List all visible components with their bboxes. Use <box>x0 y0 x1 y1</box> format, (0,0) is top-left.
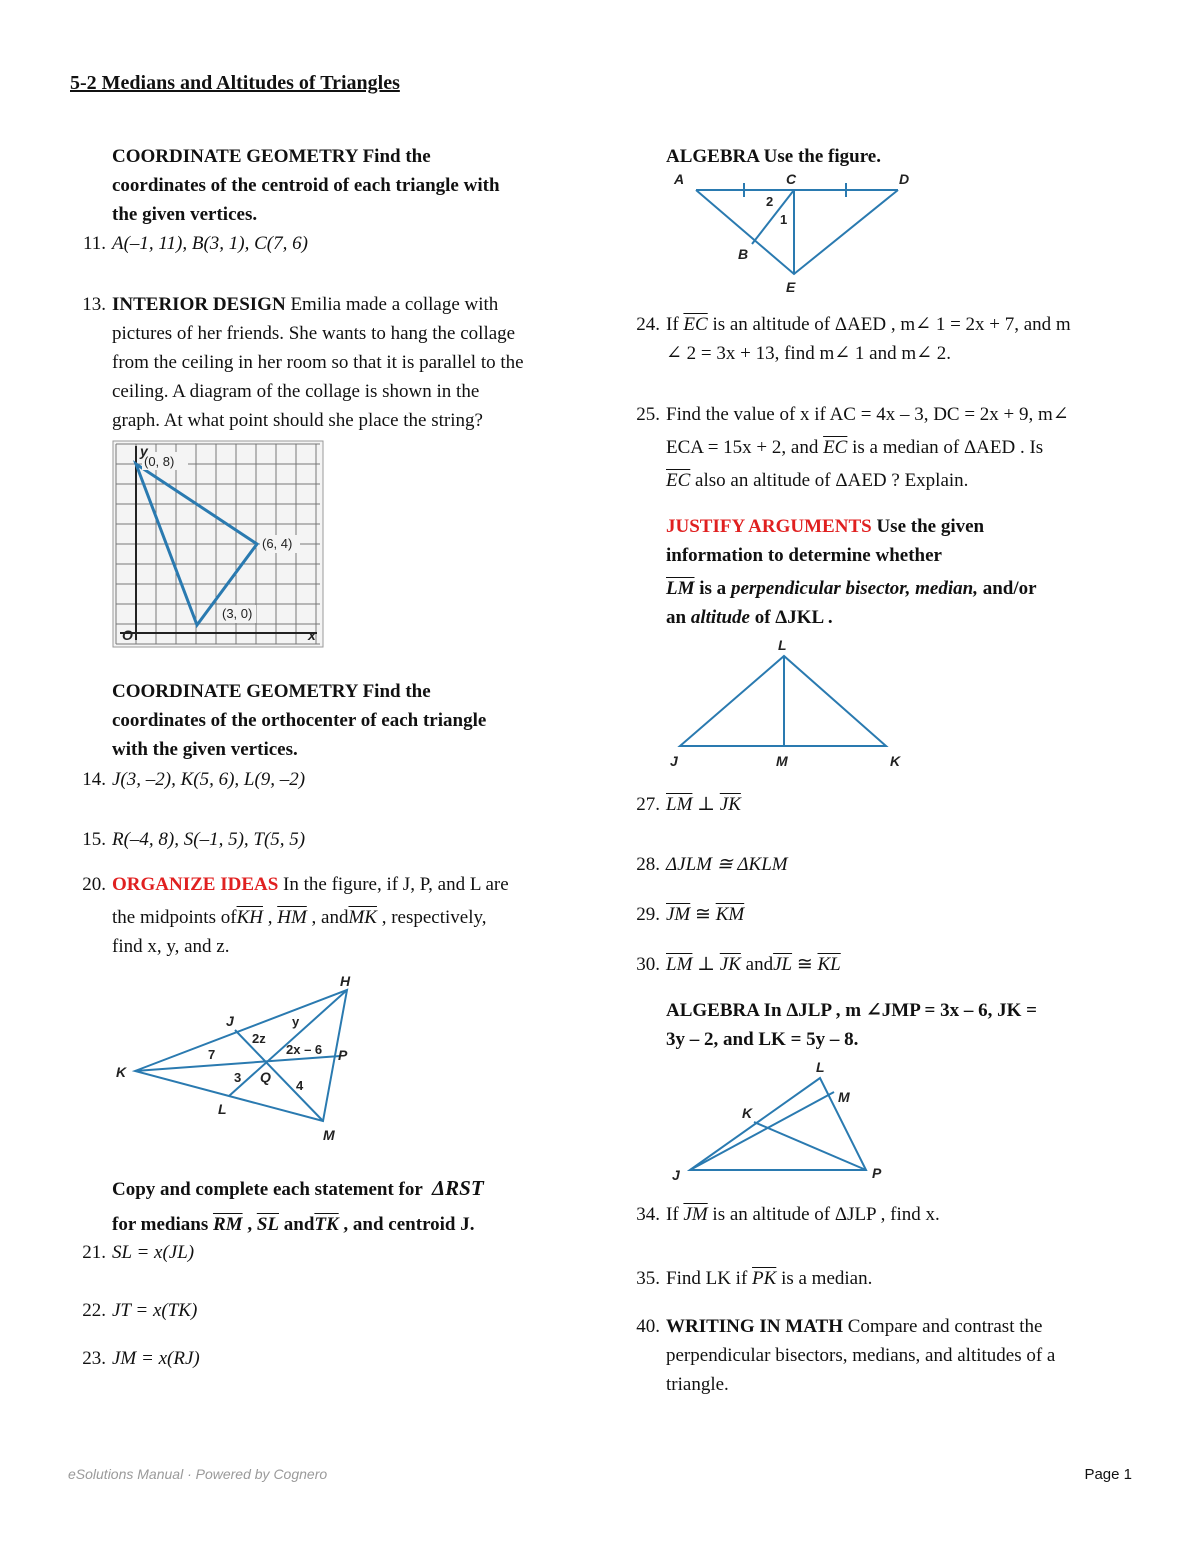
segment-4: 4 <box>296 1078 304 1093</box>
question-28: 28. ΔJLM ≅ ΔKLM <box>636 854 788 875</box>
question-27: 27. $\overline{LM}$ ⊥ $\overline{JK}$ <box>636 794 741 815</box>
segment-2z: 2z <box>252 1031 266 1046</box>
angle-2: 2 <box>766 194 774 209</box>
point-M: M <box>838 1089 850 1105</box>
algebra-heading-2: ALGEBRA In ΔJLP , m ∠JMP = 3x – 6, JK = 3y – 2, and LK = 5y – 8. <box>666 1000 1037 1050</box>
segment-7: 7 <box>208 1047 216 1062</box>
point-L: L <box>218 1101 227 1117</box>
point-J: J <box>226 1013 234 1029</box>
question-30: 30. $\overline{LM}$ ⊥ $\overline{JK}$ $and\overline{JL}$ ≅ $\overline{KL}$ <box>636 954 841 975</box>
centroid-heading: COORDINATE GEOMETRY Find the coordinates of the centroid of each triangle with the given vertices. <box>112 146 500 225</box>
copy-complete-heading: Copy and complete each statement for ΔRST for medians $\overline{RM}$ , $\overline{SL}$ $and\overline{TK}$ , and centroid J. <box>112 1176 484 1235</box>
figure-20 <box>110 968 370 1148</box>
point-K: K <box>742 1105 753 1121</box>
segment-2x-6: 2x – 6 <box>286 1042 323 1057</box>
point-B: B <box>738 246 749 262</box>
justify-heading: JUSTIFY ARGUMENTS Use the given information to determine whether $\overline{LM}$ is a perpendicular bisector, median, and/or an altitude of ΔJKL . <box>666 516 1037 628</box>
question-23: 23. JM = x(RJ) <box>82 1348 200 1369</box>
vertex-D: D <box>899 171 910 187</box>
question-34: 34. If $\overline{JM}$ is an altitude of ΔJLP , find x. <box>636 1204 940 1225</box>
point-label-6-4: (6, 4) <box>262 536 293 551</box>
orthocenter-heading: COORDINATE GEOMETRY Find the coordinates of the orthocenter of each triangle with the given vertices. <box>112 681 487 760</box>
point-label-3-0: (3, 0) <box>222 606 253 621</box>
x-axis-label: x <box>308 627 316 643</box>
centroid-Q: Q <box>260 1069 271 1085</box>
vertex-H: H <box>340 973 351 989</box>
collage-graph <box>112 440 324 648</box>
question-25: 25. Find the value of x if AC = 4x – 3, DC = 2x + 9, m∠ ECA = 15x + 2, and $\overline{EC}$ is a median of ΔAED . Is $\overline{EC}$ also an altitude of ΔAED ? Explain. <box>636 404 1069 491</box>
figure-jkl <box>666 636 916 772</box>
question-14: 14. J(3, –2), K(5, 6), L(9, –2) <box>82 769 306 790</box>
point-P: P <box>338 1047 348 1063</box>
question-40: 40. WRITING IN MATH Compare and contrast the perpendicular bisectors, medians, and altitudes of a triangle. <box>636 1316 1056 1395</box>
angle-1: 1 <box>780 212 788 227</box>
origin-label: O <box>122 627 133 643</box>
figure-aced <box>666 168 926 296</box>
question-11: 11. A(–1, 11), B(3, 1), C(7, 6) <box>82 233 308 254</box>
algebra-heading: ALGEBRA Use the figure. <box>666 146 881 167</box>
vertex-J: J <box>672 1167 680 1183</box>
vertex-P: P <box>872 1165 882 1181</box>
segment-3: 3 <box>234 1070 242 1085</box>
vertex-K: K <box>116 1064 127 1080</box>
page-number: Page 1 <box>1084 1466 1132 1483</box>
vertex-A: A <box>674 171 685 187</box>
footer-credit: eSolutions Manual · Powered by Cognero <box>68 1466 328 1482</box>
question-20: 20. ORGANIZE IDEAS In the figure, if J, P, and L are the midpoints $of\overline{KH}$ , $\overline{HM}$ , $and\overline{MK}$ , respectively, find x, y, and z. <box>82 874 509 957</box>
vertex-L: L <box>816 1059 825 1075</box>
vertex-E: E <box>786 279 796 295</box>
question-13: 13. INTERIOR DESIGN Emilia made a collage with pictures of her friends. She wants to hang the collage from the ceiling in her room so that it is parallel to the ceiling. A diagram of the collage is shown in the graph. At what point should she place the string? <box>82 294 524 431</box>
point-C: C <box>786 171 797 187</box>
question-24: 24. If $\overline{EC}$ is an altitude of ΔAED , m∠ 1 = 2x + 7, and m ∠ 2 = 3x + 13, find m∠ 1 and m∠ 2. <box>636 314 1071 364</box>
question-29: 29. $\overline{JM}$ ≅ $\overline{KM}$ <box>636 904 745 925</box>
point-label-0-8: (0, 8) <box>144 454 175 469</box>
point-M: M <box>776 753 788 769</box>
segment-y: y <box>292 1014 300 1029</box>
question-21: 21. SL = x(JL) <box>82 1242 195 1263</box>
vertex-L: L <box>778 637 787 653</box>
page-title: 5-2 Medians and Altitudes of Triangles <box>70 72 400 94</box>
vertex-M: M <box>323 1127 335 1143</box>
y-axis-label: y <box>140 443 148 459</box>
figure-jlp <box>666 1056 896 1186</box>
vertex-J: J <box>670 753 678 769</box>
question-22: 22. JT = x(TK) <box>82 1300 198 1321</box>
vertex-K: K <box>890 753 901 769</box>
question-15: 15. R(–4, 8), S(–1, 5), T(5, 5) <box>82 829 306 850</box>
question-35: 35. Find LK if $\overline{PK}$ is a median. <box>636 1268 873 1289</box>
